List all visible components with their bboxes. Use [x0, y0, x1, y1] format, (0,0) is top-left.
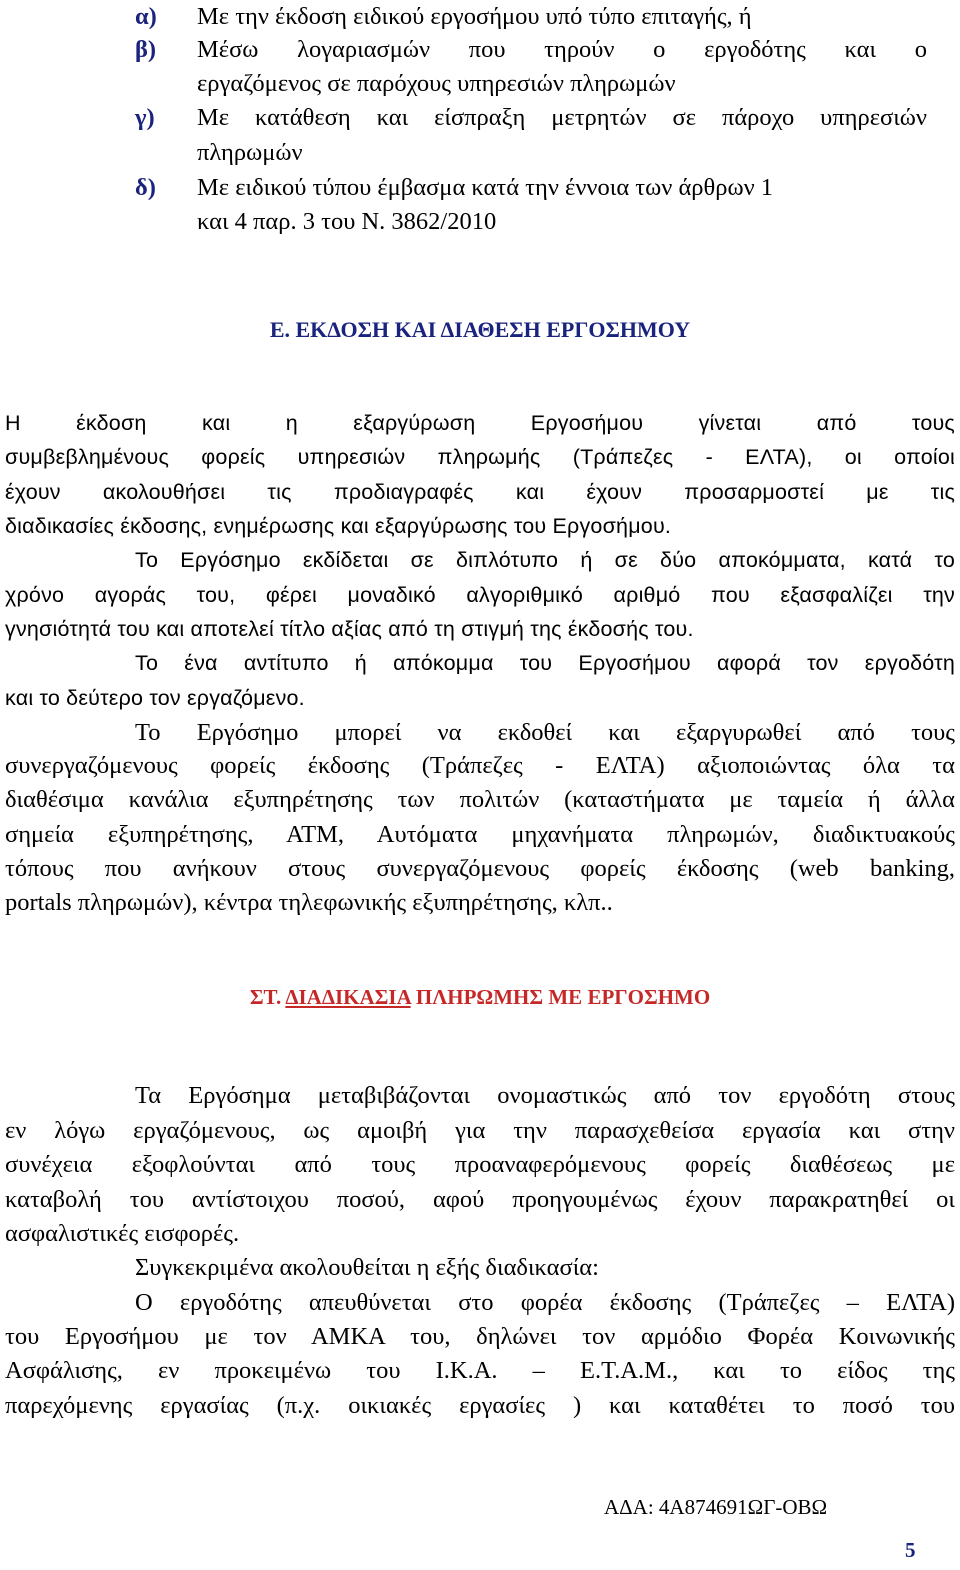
- paragraph-line: Η έκδοση και η εξαργύρωση Εργοσήμου γίνεται από τους: [5, 411, 955, 435]
- paragraph-line: παρεχόμενης εργασίας (π.χ. οικιακές εργασίες ) και καταθέτει το ποσό του: [5, 1392, 955, 1419]
- list-marker: α): [135, 3, 157, 30]
- heading-rest: ΠΛΗΡΩΜΗΣ ΜΕ ΕΡΓΟΣΗΜΟ: [410, 985, 711, 1009]
- list-item-text: Με ειδικού τύπου έμβασμα κατά την έννοια των άρθρων 1: [197, 174, 774, 201]
- paragraph-line: και το δεύτερο τον εργαζόμενο.: [5, 686, 305, 710]
- list-item-text: και 4 παρ. 3 του Ν. 3862/2010: [197, 208, 497, 235]
- paragraph-line: Ο εργοδότης απευθύνεται στο φορέα έκδοσης (Τράπεζες – ΕΛΤΑ): [135, 1289, 955, 1316]
- list-marker: δ): [135, 174, 156, 201]
- paragraph-line: τόπους που ανήκουν στους συνεργαζόμενους φορείς έκδοσης (web banking,: [5, 855, 955, 882]
- section-heading: Ε. ΕΚΔΟΣΗ ΚΑΙ ΔΙΑΘΕΣΗ ΕΡΓΟΣΗΜΟΥ: [269, 317, 691, 342]
- paragraph-line: χρόνο αγοράς του, φέρει μοναδικό αλγοριθμικό αριθμό που εξασφαλίζει την: [5, 583, 955, 607]
- paragraph-line: συνέχεια εξοφλούνται από τους προαναφερόμενους φορείς διαθέσεως με: [5, 1151, 955, 1178]
- list-item-text: Με κατάθεση και είσπραξη μετρητών σε πάροχο υπηρεσιών: [197, 104, 927, 131]
- paragraph-line: σημεία εξυπηρέτησης, ΑΤΜ, Αυτόματα μηχανήματα πληρωμών, διαδικτυακούς: [5, 821, 955, 848]
- list-item: [0, 0, 960, 260]
- paragraph-line: Ασφάλισης, εν προκειμένω του Ι.Κ.Α. – Ε.Τ.Α.Μ., και το είδος της: [5, 1357, 955, 1384]
- paragraph-line: εν λόγω εργαζόμενους, ως αμοιβή για την παρασχεθείσα εργασία και στην: [5, 1117, 955, 1144]
- paragraph-line: Τα Εργόσημα μεταβιβάζονται ονομαστικώς από τον εργοδότη στους: [135, 1082, 955, 1109]
- paragraph-line: διαδικασίες έκδοσης, ενημέρωσης και εξαργύρωσης του Εργοσήμου.: [5, 514, 672, 538]
- page-number: 5: [905, 1538, 916, 1562]
- list-marker: β): [135, 36, 157, 63]
- section-heading: [0, 977, 960, 1017]
- paragraph-line: γνησιότητά του και αποτελεί τίτλο αξίας από τη στιγμή της έκδοσής του.: [5, 617, 694, 641]
- paragraph-line: έχουν ακολουθήσει τις προδιαγραφές και έχουν προσαρμοστεί με τις: [5, 480, 955, 504]
- list-marker: γ): [135, 104, 155, 131]
- paragraph-line: διαθέσιμα κανάλια εξυπηρέτησης των πολιτών (καταστήματα με ταμεία ή άλλα: [5, 786, 955, 813]
- paragraph-line: του Εργοσήμου με τον ΑΜΚΑ του, δηλώνει τον αρμόδιο Φορέα Κοινωνικής: [5, 1323, 955, 1350]
- paragraph-line: συμβεβλημένους φορείς υπηρεσιών πληρωμής (Τράπεζες - ΕΛΤΑ), οι οποίοι: [5, 445, 955, 469]
- list-item-text: Μέσω λογαριασμών που τηρούν ο εργοδότης και ο: [197, 36, 927, 63]
- paragraph-line: Το Εργόσημο μπορεί να εκδοθεί και εξαργυρωθεί από τους: [135, 719, 955, 746]
- heading-prefix: ΣΤ.: [249, 985, 286, 1009]
- paragraph-line: Το ένα αντίτυπο ή απόκομμα του Εργοσήμου αφορά τον εργοδότη: [135, 651, 955, 675]
- list-item-text: Με την έκδοση ειδικού εργοσήμου υπό τύπο επιταγής, ή: [197, 3, 752, 30]
- paragraph-line: ασφαλιστικές εισφορές.: [5, 1220, 240, 1247]
- heading-underlined: ΔΙΑΔΙΚΑΣΙΑ: [285, 985, 411, 1009]
- paragraph-line: Συγκεκριμένα ακολουθείται η εξής διαδικασία:: [135, 1254, 599, 1281]
- list-item-text: εργαζόμενος σε παρόχους υπηρεσιών πληρωμών: [197, 70, 676, 97]
- paragraph-line: portals πληρωμών), κέντρα τηλεφωνικής εξυπηρέτησης, κλπ..: [5, 889, 613, 916]
- paragraph-line: καταβολή του αντίστοιχου ποσού, αφού προηγουμένως έχουν παρακρατηθεί οι: [5, 1186, 955, 1213]
- paragraph-line: συνεργαζόμενους φορείς έκδοσης (Τράπεζες - ΕΛΤΑ) αξιοποιώντας όλα τα: [5, 752, 955, 779]
- paragraph-line: Το Εργόσημο εκδίδεται σε διπλότυπο ή σε δύο αποκόμματα, κατά το: [135, 548, 955, 572]
- list-item-text: πληρωμών: [197, 139, 303, 166]
- ada-code: ΑΔΑ: 4Α874691ΩΓ-ΟΒΩ: [604, 1495, 828, 1519]
